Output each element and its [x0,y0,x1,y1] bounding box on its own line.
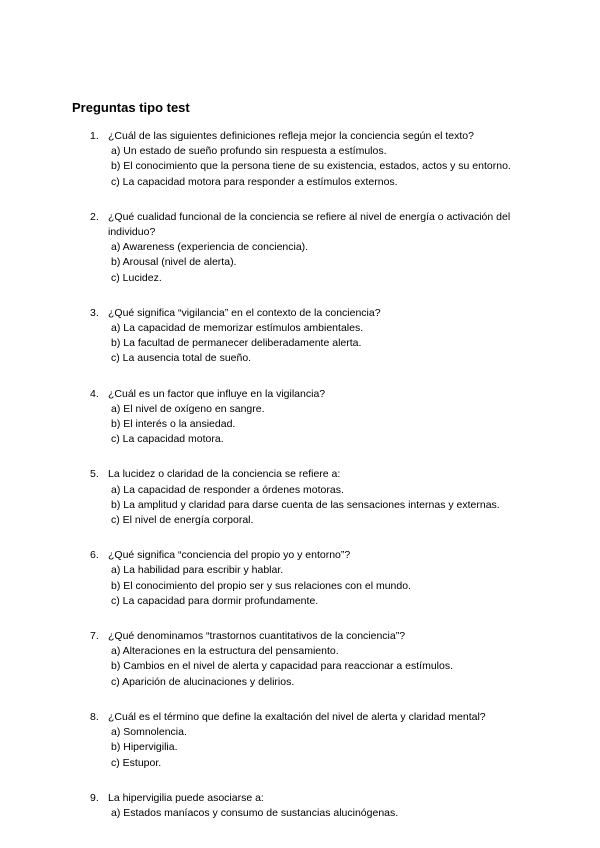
option-a: a) Estados maníacos y consumo de sustancias alucinógenas. [111,806,399,819]
option-c: c) La ausencia total de sueño. [111,352,252,365]
question-text: La hipervigilia puede asociarse a: [108,791,264,804]
option-list [0,806,600,821]
question-number: 8. [90,710,99,723]
option-a: a) Somnolencia. [111,726,187,739]
question-text: ¿Cuál es un factor que influye en la vigilancia? [108,387,326,400]
option-c: c) Lucidez. [111,271,162,284]
option-list [0,563,600,609]
option-list [0,321,600,367]
question-item [0,548,600,609]
question-number: 5. [90,468,99,481]
option-c: c) La capacidad motora. [111,433,224,446]
question-text: ¿Qué significa “conciencia del propio yo y entorno”? [108,549,351,562]
question-text: ¿Cuál de las siguientes definiciones refleja mejor la conciencia según el texto? [108,130,474,142]
option-list [0,144,600,190]
question-item [0,129,600,190]
option-list [0,402,600,448]
option-b: b) Arousal (nivel de alerta). [111,256,237,269]
option-b: b) El interés o la ansiedad. [111,418,236,431]
option-b: b) Hipervigilia. [111,741,178,754]
question-item [0,467,600,528]
option-c: c) La capacidad motora para responder a estímulos externos. [111,175,398,188]
option-c: c) Aparición de alucinaciones y delirios. [111,675,295,688]
option-list [0,644,600,690]
question-text: ¿Qué denominamos “trastornos cuantitativos de la conciencia”? [108,630,406,643]
option-b: b) La facultad de permanecer deliberadamente alerta. [111,337,362,350]
question-number: 1. [90,130,99,142]
option-a: a) La capacidad de memorizar estímulos ambientales. [111,322,364,335]
question-text: ¿Cuál es el término que define la exaltación del nivel de alerta y claridad mental? [108,710,486,723]
question-item [0,791,600,821]
question-item [0,306,600,367]
question-number: 6. [90,549,99,562]
option-b: b) La amplitud y claridad para darse cuenta de las sensaciones internas y externas. [111,498,500,511]
question-item [0,710,600,771]
option-list [0,483,600,529]
question-number: 3. [90,306,99,319]
question-text: La lucidez o claridad de la conciencia se refiere a: [108,468,341,481]
option-list [0,240,600,286]
question-number: 7. [90,630,99,643]
question-item [0,210,600,286]
option-a: a) La capacidad de responder a órdenes motoras. [111,483,344,496]
option-b: b) Cambios en el nivel de alerta y capacidad para reaccionar a estímulos. [111,660,454,673]
option-b: b) El conocimiento que la persona tiene de su existencia, estados, actos y su entorno. [111,160,511,173]
question-number: 9. [90,791,99,804]
option-c: c) La capacidad para dormir profundamente. [111,594,319,607]
question-text: ¿Qué cualidad funcional de la conciencia se refiere al nivel de energía o activación del individuo? [108,210,511,239]
page-title: Preguntas tipo test [72,100,190,115]
option-a: a) La habilidad para escribir y hablar. [111,564,284,577]
option-a: a) Awareness (experiencia de conciencia). [111,241,309,254]
question-text: ¿Qué significa “vigilancia” en el contexto de la conciencia? [108,306,381,319]
option-b: b) El conocimiento del propio ser y sus relaciones con el mundo. [111,579,411,592]
question-list [0,129,600,841]
question-number: 4. [90,387,99,400]
option-c: c) El nivel de energía corporal. [111,514,254,527]
option-a: a) El nivel de oxígeno en sangre. [111,402,265,415]
option-a: a) Un estado de sueño profundo sin respuesta a estímulos. [111,145,387,158]
option-c: c) Estupor. [111,756,162,769]
question-item [0,629,600,690]
question-item [0,387,600,448]
question-number: 2. [90,210,99,223]
option-list [0,725,600,771]
option-a: a) Alteraciones en la estructura del pensamiento. [111,645,339,658]
